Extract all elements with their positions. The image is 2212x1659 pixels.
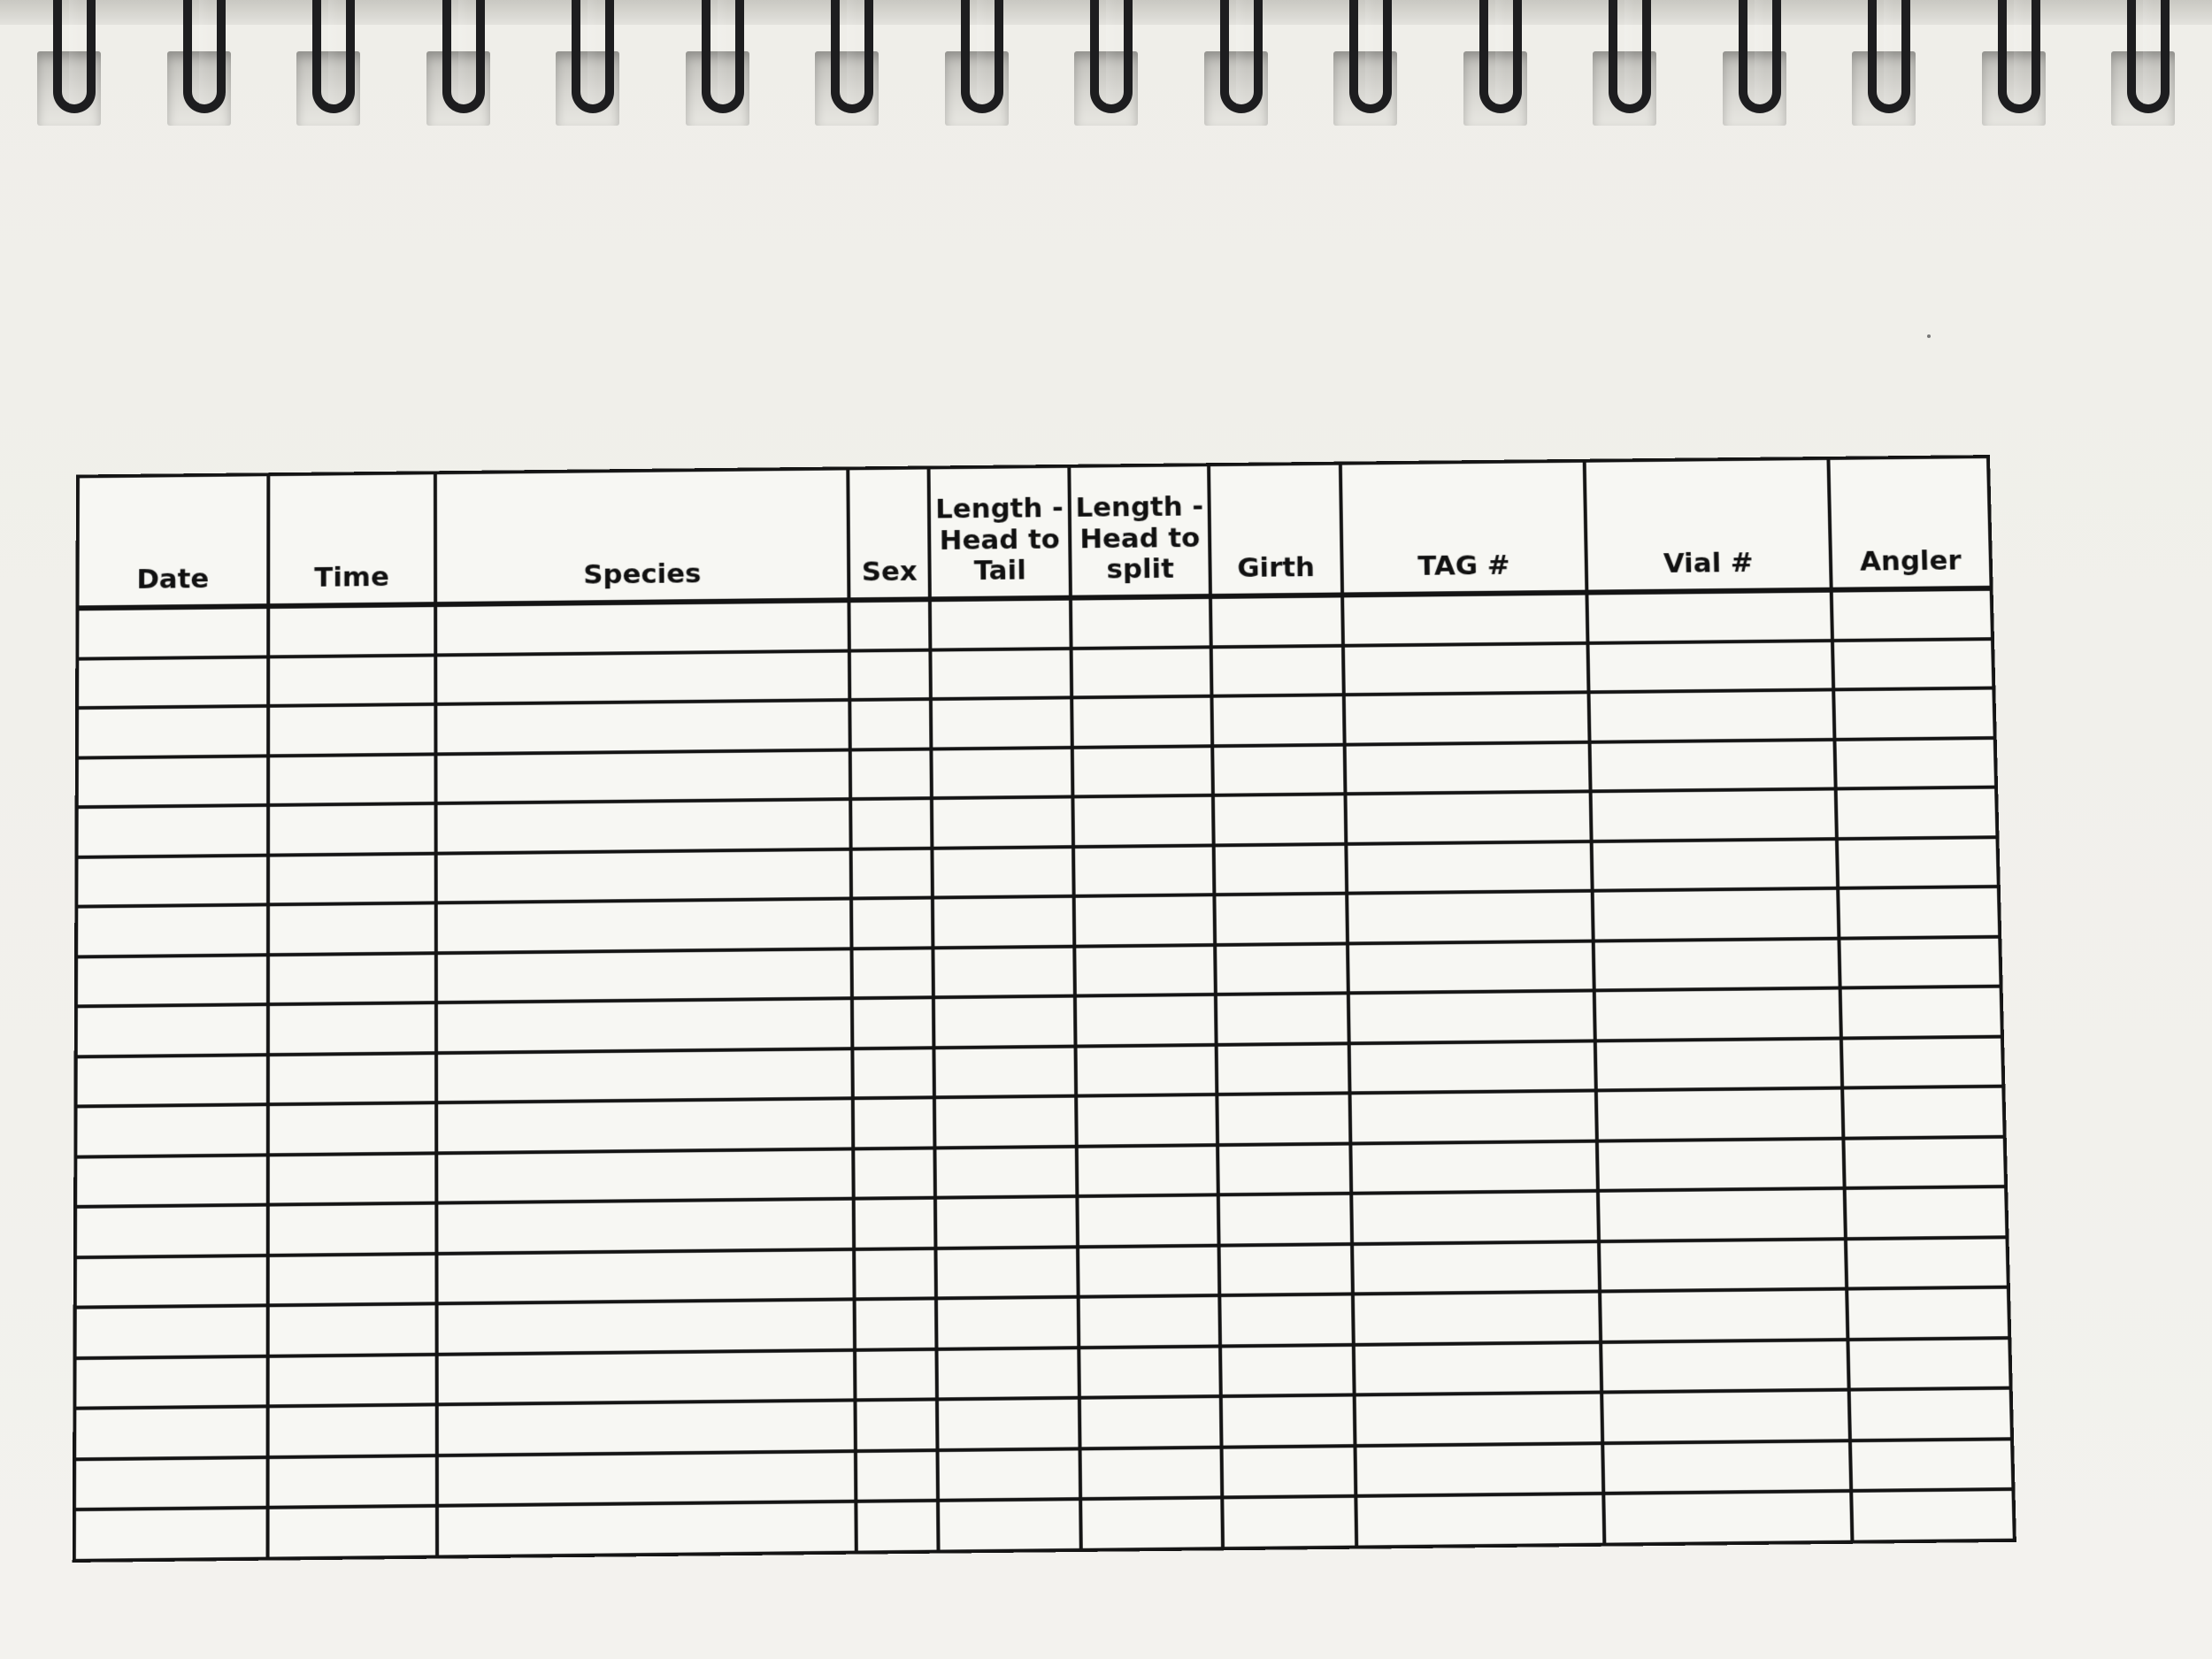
- spiral-binding: [0, 0, 2212, 133]
- cell-time: [267, 1304, 436, 1356]
- cell-date: [77, 706, 268, 757]
- cell-length-split: [1079, 1346, 1221, 1398]
- cell-vial: [1598, 1188, 1846, 1241]
- fish-log-form: [73, 455, 2016, 1563]
- cell-date: [77, 805, 268, 856]
- cell-sex: [849, 649, 931, 700]
- cell-girth: [1217, 1094, 1350, 1145]
- cell-time: [268, 754, 436, 805]
- cell-sex: [856, 1450, 938, 1502]
- cell-species: [437, 1451, 856, 1506]
- cell-date: [76, 904, 268, 956]
- cell-sex: [851, 898, 933, 949]
- cell-length-tail: [938, 1499, 1080, 1551]
- cell-tag: [1346, 841, 1592, 894]
- cell-tag: [1353, 1292, 1601, 1345]
- cell-time: [267, 1355, 436, 1407]
- cell-vial: [1600, 1289, 1847, 1342]
- cell-species: [436, 1098, 853, 1153]
- cell-girth: [1213, 744, 1346, 795]
- cell-vial: [1591, 839, 1838, 891]
- cell-girth: [1218, 1194, 1352, 1245]
- cell-date: [76, 855, 268, 907]
- cell-date: [75, 1205, 268, 1257]
- cell-sex: [853, 1097, 935, 1148]
- cell-species: [436, 899, 852, 953]
- cell-tag: [1352, 1241, 1600, 1294]
- binding-coil: [442, 0, 485, 113]
- cell-species: [435, 749, 850, 803]
- cell-length-tail: [938, 1448, 1080, 1501]
- binding-coil: [1998, 0, 2040, 113]
- cell-girth: [1217, 1043, 1349, 1094]
- cell-length-tail: [931, 649, 1071, 700]
- cell-length-tail: [935, 1146, 1077, 1197]
- cell-length-split: [1077, 1145, 1219, 1196]
- cell-girth: [1220, 1345, 1354, 1397]
- cell-tag: [1349, 1091, 1596, 1144]
- cell-length-split: [1071, 596, 1211, 649]
- binding-coil: [1090, 0, 1133, 113]
- header-length-head-to-split: Length - Head to split: [1069, 465, 1210, 597]
- cell-time: [267, 1455, 437, 1508]
- cell-length-split: [1074, 895, 1216, 946]
- cell-species: [436, 949, 852, 1002]
- cell-sex: [854, 1148, 936, 1199]
- cell-girth: [1220, 1294, 1354, 1347]
- cell-angler: [1834, 738, 1996, 789]
- cell-length-split: [1074, 945, 1216, 996]
- cell-length-split: [1076, 1094, 1217, 1146]
- cell-girth: [1217, 1143, 1350, 1194]
- cell-angler: [1845, 1187, 2008, 1239]
- cell-time: [268, 604, 435, 657]
- cell-angler: [1847, 1338, 2010, 1390]
- paper-speck: [1927, 334, 1931, 338]
- cell-tag: [1348, 1041, 1595, 1093]
- cell-angler: [1836, 787, 1998, 839]
- cell-tag: [1356, 1494, 1604, 1547]
- cell-species: [435, 600, 849, 655]
- cell-tag: [1347, 891, 1594, 943]
- cell-angler: [1842, 1087, 2005, 1139]
- cell-length-split: [1075, 995, 1217, 1046]
- header-date: Date: [77, 474, 268, 608]
- cell-length-tail: [931, 697, 1071, 749]
- cell-girth: [1212, 695, 1344, 746]
- cell-length-tail: [932, 747, 1073, 798]
- cell-species: [437, 1401, 856, 1455]
- cell-time: [268, 1053, 436, 1105]
- cell-time: [267, 1506, 437, 1559]
- cell-girth: [1213, 794, 1346, 845]
- binding-coil: [53, 0, 96, 113]
- header-girth: Girth: [1209, 464, 1341, 596]
- cell-vial: [1592, 888, 1839, 941]
- cell-length-tail: [930, 598, 1071, 650]
- cell-girth: [1222, 1446, 1356, 1498]
- cell-date: [75, 1104, 267, 1156]
- cell-tag: [1353, 1342, 1601, 1395]
- binding-coil: [1220, 0, 1263, 113]
- cell-sex: [854, 1198, 936, 1249]
- cell-tag: [1351, 1191, 1599, 1244]
- cell-girth: [1210, 595, 1342, 646]
- cell-tag: [1354, 1393, 1602, 1446]
- cell-species: [436, 998, 853, 1052]
- cell-angler: [1833, 688, 1995, 740]
- cell-sex: [852, 997, 934, 1048]
- cell-tag: [1343, 642, 1589, 695]
- cell-angler: [1837, 837, 1999, 888]
- cell-angler: [1839, 936, 2001, 987]
- cell-length-tail: [935, 1196, 1078, 1248]
- cell-date: [74, 1457, 267, 1510]
- cell-species: [436, 849, 852, 902]
- cell-length-tail: [936, 1297, 1079, 1349]
- cell-date: [77, 756, 268, 807]
- header-length-head-to-tail: Length - Head to Tail: [929, 466, 1071, 599]
- binding-coil: [1479, 0, 1522, 113]
- cell-tag: [1345, 791, 1591, 843]
- cell-tag: [1350, 1141, 1598, 1194]
- binding-coil: [831, 0, 873, 113]
- cell-vial: [1603, 1491, 1852, 1544]
- cell-vial: [1594, 938, 1840, 990]
- binding-coil: [1609, 0, 1651, 113]
- cell-length-split: [1072, 746, 1214, 797]
- cell-angler: [1849, 1388, 2012, 1440]
- binding-coil: [2127, 0, 2170, 113]
- cell-length-tail: [937, 1348, 1079, 1400]
- cell-time: [268, 1254, 437, 1306]
- cell-vial: [1590, 789, 1836, 841]
- cell-tag: [1348, 991, 1595, 1043]
- cell-tag: [1342, 593, 1587, 646]
- cell-vial: [1596, 1088, 1844, 1141]
- cell-length-split: [1080, 1498, 1223, 1550]
- cell-time: [268, 655, 435, 706]
- binding-coil: [572, 0, 614, 113]
- cell-length-tail: [932, 797, 1073, 849]
- cell-length-split: [1075, 1045, 1217, 1096]
- cell-time: [268, 803, 436, 855]
- header-angler: Angler: [1828, 457, 1991, 590]
- cell-time: [267, 1405, 436, 1457]
- cell-sex: [853, 1048, 935, 1099]
- cell-date: [77, 606, 268, 658]
- cell-length-tail: [934, 1096, 1076, 1148]
- cell-length-split: [1078, 1245, 1220, 1297]
- cell-date: [74, 1356, 267, 1409]
- cell-date: [75, 1306, 268, 1358]
- cell-species: [436, 1048, 853, 1103]
- binding-coil: [1349, 0, 1392, 113]
- cell-angler: [1832, 639, 1993, 690]
- binding-coil: [312, 0, 355, 113]
- cell-time: [268, 953, 436, 1004]
- cell-time: [268, 704, 436, 756]
- cell-angler: [1847, 1287, 2009, 1340]
- cell-length-tail: [933, 847, 1074, 898]
- cell-date: [76, 1004, 268, 1056]
- cell-length-split: [1072, 795, 1214, 847]
- cell-date: [75, 1155, 267, 1207]
- cell-tag: [1343, 692, 1589, 744]
- cell-length-split: [1077, 1195, 1219, 1248]
- cell-tag: [1355, 1443, 1603, 1496]
- cell-girth: [1219, 1244, 1353, 1295]
- cell-time: [268, 1203, 437, 1256]
- cell-sex: [850, 699, 932, 749]
- cell-species: [436, 1249, 855, 1304]
- cell-date: [76, 955, 268, 1007]
- cell-angler: [1851, 1489, 2015, 1541]
- binding-coil: [702, 0, 744, 113]
- log-body: [74, 588, 2015, 1561]
- cell-girth: [1215, 894, 1348, 945]
- header-time: Time: [268, 472, 435, 606]
- cell-sex: [856, 1501, 939, 1552]
- cell-vial: [1589, 739, 1835, 791]
- cell-angler: [1843, 1136, 2006, 1188]
- cell-angler: [1846, 1237, 2008, 1289]
- cell-sex: [855, 1299, 937, 1350]
- cell-girth: [1211, 645, 1343, 695]
- cell-girth: [1214, 843, 1347, 895]
- cell-date: [75, 1256, 268, 1308]
- cell-species: [436, 1199, 854, 1254]
- cell-sex: [851, 798, 933, 849]
- cell-angler: [1838, 887, 2000, 938]
- cell-species: [437, 1300, 856, 1355]
- cell-date: [74, 1407, 267, 1459]
- cell-time: [268, 1102, 437, 1155]
- header-vial-number: Vial #: [1584, 458, 1831, 593]
- cell-vial: [1594, 988, 1841, 1041]
- cell-date: [74, 1508, 268, 1561]
- cell-length-tail: [933, 896, 1074, 948]
- cell-vial: [1601, 1340, 1849, 1393]
- cell-length-split: [1079, 1295, 1221, 1348]
- cell-vial: [1587, 641, 1833, 693]
- cell-angler: [1832, 588, 1993, 641]
- cell-length-tail: [934, 1046, 1076, 1097]
- header-sex: Sex: [849, 467, 931, 600]
- cell-girth: [1221, 1395, 1355, 1448]
- cell-time: [268, 853, 436, 904]
- cell-angler: [1841, 1036, 2004, 1087]
- cell-girth: [1223, 1496, 1356, 1548]
- cell-species: [435, 700, 850, 754]
- binding-coil: [1868, 0, 1910, 113]
- cell-vial: [1597, 1138, 1845, 1191]
- cell-length-tail: [936, 1247, 1079, 1299]
- cell-sex: [852, 948, 933, 998]
- binding-coil: [1739, 0, 1781, 113]
- cell-sex: [849, 599, 931, 650]
- cell-length-split: [1073, 845, 1215, 896]
- header-species: Species: [435, 468, 849, 604]
- cell-vial: [1599, 1239, 1847, 1292]
- cell-time: [268, 903, 436, 955]
- cell-length-split: [1071, 696, 1213, 748]
- binding-coil: [183, 0, 226, 113]
- fish-log-table: [73, 455, 2016, 1563]
- cell-species: [437, 1502, 856, 1557]
- cell-length-split: [1079, 1396, 1222, 1448]
- cell-vial: [1602, 1440, 1851, 1494]
- cell-time: [268, 1153, 437, 1205]
- cell-angler: [1840, 987, 2002, 1038]
- cell-sex: [855, 1349, 937, 1401]
- cell-length-tail: [937, 1398, 1079, 1450]
- cell-species: [436, 1148, 854, 1203]
- cell-length-tail: [933, 946, 1075, 997]
- header-row: [77, 457, 1991, 608]
- binding-coil: [961, 0, 1003, 113]
- cell-date: [76, 1055, 268, 1107]
- cell-species: [437, 1350, 856, 1405]
- cell-girth: [1216, 993, 1348, 1044]
- header-tag-number: TAG #: [1340, 461, 1587, 595]
- cell-species: [436, 799, 851, 853]
- cell-angler: [1850, 1439, 2014, 1491]
- cell-species: [435, 650, 849, 704]
- cell-girth: [1216, 943, 1348, 995]
- cell-sex: [850, 749, 932, 799]
- cell-tag: [1348, 941, 1594, 993]
- cell-sex: [854, 1248, 936, 1300]
- cell-vial: [1595, 1038, 1842, 1090]
- cell-length-split: [1071, 647, 1211, 698]
- cell-vial: [1601, 1390, 1850, 1443]
- cell-vial: [1586, 590, 1832, 643]
- cell-date: [77, 657, 268, 708]
- cell-time: [268, 1002, 436, 1055]
- cell-length-split: [1079, 1447, 1222, 1499]
- cell-vial: [1588, 689, 1834, 741]
- cell-length-tail: [933, 996, 1075, 1048]
- cell-sex: [856, 1400, 938, 1451]
- cell-tag: [1344, 741, 1590, 794]
- cell-sex: [851, 848, 933, 898]
